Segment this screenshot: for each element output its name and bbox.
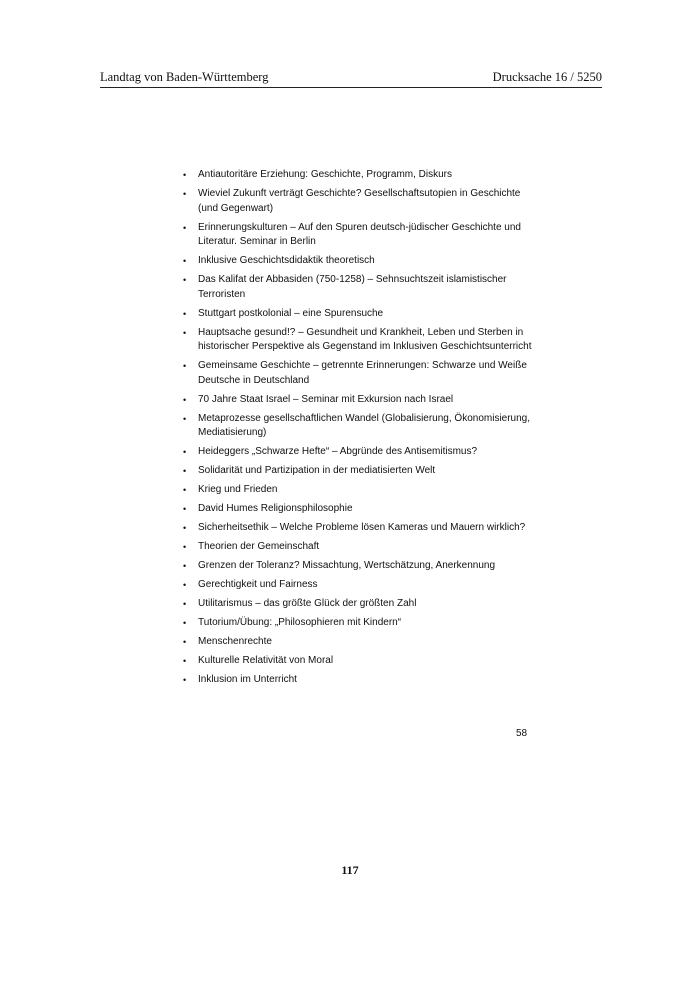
list-item: [182, 673, 532, 688]
bullet-icon: •: [183, 504, 187, 515]
header-publisher: Landtag von Baden-Württemberg: [100, 70, 269, 84]
bullet-icon: •: [183, 256, 187, 267]
bullet-icon: •: [183, 599, 187, 610]
list-item-text: Gerechtigkeit und Fairness: [198, 579, 318, 591]
list-item-text: Stuttgart postkolonial – eine Spurensuche: [198, 307, 384, 319]
list-item: [182, 483, 532, 498]
bullet-icon: •: [183, 542, 187, 553]
bullet-icon: •: [183, 637, 187, 648]
list-item-text: Inklusive Geschichtsdidaktik theoretisch: [198, 255, 375, 267]
list-item-text: 70 Jahre Staat Israel – Seminar mit Exkursion nach Israel: [198, 393, 454, 405]
list-item: [182, 597, 532, 612]
topic-list: [182, 168, 532, 692]
list-item-text: Hauptsache gesund!? – Gesundheit und Krankheit, Leben und Sterben in historischer Perspektive als Gegenstand im Inklusiven Geschichtsunterricht: [198, 326, 532, 353]
list-item-text: Theorien der Gemeinschaft: [198, 541, 320, 553]
bullet-icon: •: [183, 580, 187, 591]
list-item: [182, 635, 532, 650]
list-item-text: Erinnerungskulturen – Auf den Spuren deutsch-jüdischer Geschichte und Literatur. Seminar in Berlin: [198, 221, 521, 248]
list-item-text: Kulturelle Relativität von Moral: [198, 655, 334, 667]
bullet-icon: •: [183, 523, 187, 534]
list-item-text: Solidarität und Partizipation in der mediatisierten Welt: [198, 465, 436, 477]
list-item-text: Antiautoritäre Erziehung: Geschichte, Programm, Diskurs: [198, 169, 452, 180]
page-header: [100, 68, 602, 88]
list-item: [182, 521, 532, 536]
list-item-text: Menschenrechte: [198, 636, 272, 648]
list-item-text: Utilitarismus – das größte Glück der größten Zahl: [198, 598, 417, 610]
list-item: [182, 445, 532, 460]
list-item-text: Inklusion im Unterricht: [198, 674, 297, 686]
list-item: [182, 273, 532, 302]
bullet-icon: •: [183, 188, 187, 199]
list-item-text: Heideggers „Schwarze Hefte“ – Abgründe des Antisemitismus?: [198, 446, 478, 458]
list-item: [182, 464, 532, 479]
bullet-icon: •: [183, 485, 187, 496]
list-item: [182, 221, 532, 250]
list-item-text: Wieviel Zukunft verträgt Geschichte? Gesellschaftsutopien in Geschichte (und Gegenwart): [198, 187, 521, 214]
list-item: [182, 326, 532, 355]
list-item-text: David Humes Religionsphilosophie: [198, 503, 353, 515]
list-item-text: Metaprozesse gesellschaftlichen Wandel (Globalisierung, Ökonomisierung, Mediatisierung): [198, 412, 531, 439]
list-item: [182, 559, 532, 574]
bullet-icon: •: [183, 675, 187, 686]
bullet-icon: •: [183, 561, 187, 572]
bullet-icon: •: [183, 275, 187, 286]
header-document-number: Drucksache 16 / 5250: [492, 70, 602, 84]
bullet-icon: •: [183, 447, 187, 458]
list-item: [182, 254, 532, 269]
list-item: [182, 412, 532, 441]
list-item: [182, 359, 532, 388]
page-number: 117: [341, 863, 359, 877]
bullet-icon: •: [183, 222, 187, 233]
bullet-icon: •: [183, 308, 187, 319]
bullet-icon: •: [183, 413, 187, 424]
bullet-icon: •: [183, 170, 187, 180]
list-item: [182, 307, 532, 322]
list-item: [182, 187, 532, 216]
bullet-icon: •: [183, 656, 187, 667]
bullet-icon: •: [183, 394, 187, 405]
list-item: [182, 393, 532, 408]
bullet-icon: •: [183, 327, 187, 338]
list-item: [182, 654, 532, 669]
bullet-icon: •: [183, 466, 187, 477]
list-item-text: Tutorium/Übung: „Philosophieren mit Kindern“: [198, 617, 402, 629]
list-item: [182, 616, 532, 631]
list-item-text: Gemeinsame Geschichte – getrennte Erinnerungen: Schwarze und Weiße Deutsche in Deutschland: [198, 360, 527, 386]
list-item: [182, 540, 532, 555]
list-item: [182, 168, 532, 183]
list-item-text: Grenzen der Toleranz? Missachtung, Wertschätzung, Anerkennung: [198, 560, 496, 572]
bullet-icon: •: [183, 618, 187, 629]
bullet-icon: •: [183, 361, 187, 372]
list-item-text: Das Kalifat der Abbasiden (750-1258) – Sehnsuchtszeit islamistischer Terroristen: [198, 274, 507, 300]
list-item: [182, 578, 532, 593]
inner-page-number: 58: [516, 728, 528, 739]
list-item-text: Sicherheitsethik – Welche Probleme lösen Kameras und Mauern wirklich?: [198, 522, 526, 534]
list-item: [182, 502, 532, 517]
list-item-text: Krieg und Frieden: [198, 484, 278, 496]
